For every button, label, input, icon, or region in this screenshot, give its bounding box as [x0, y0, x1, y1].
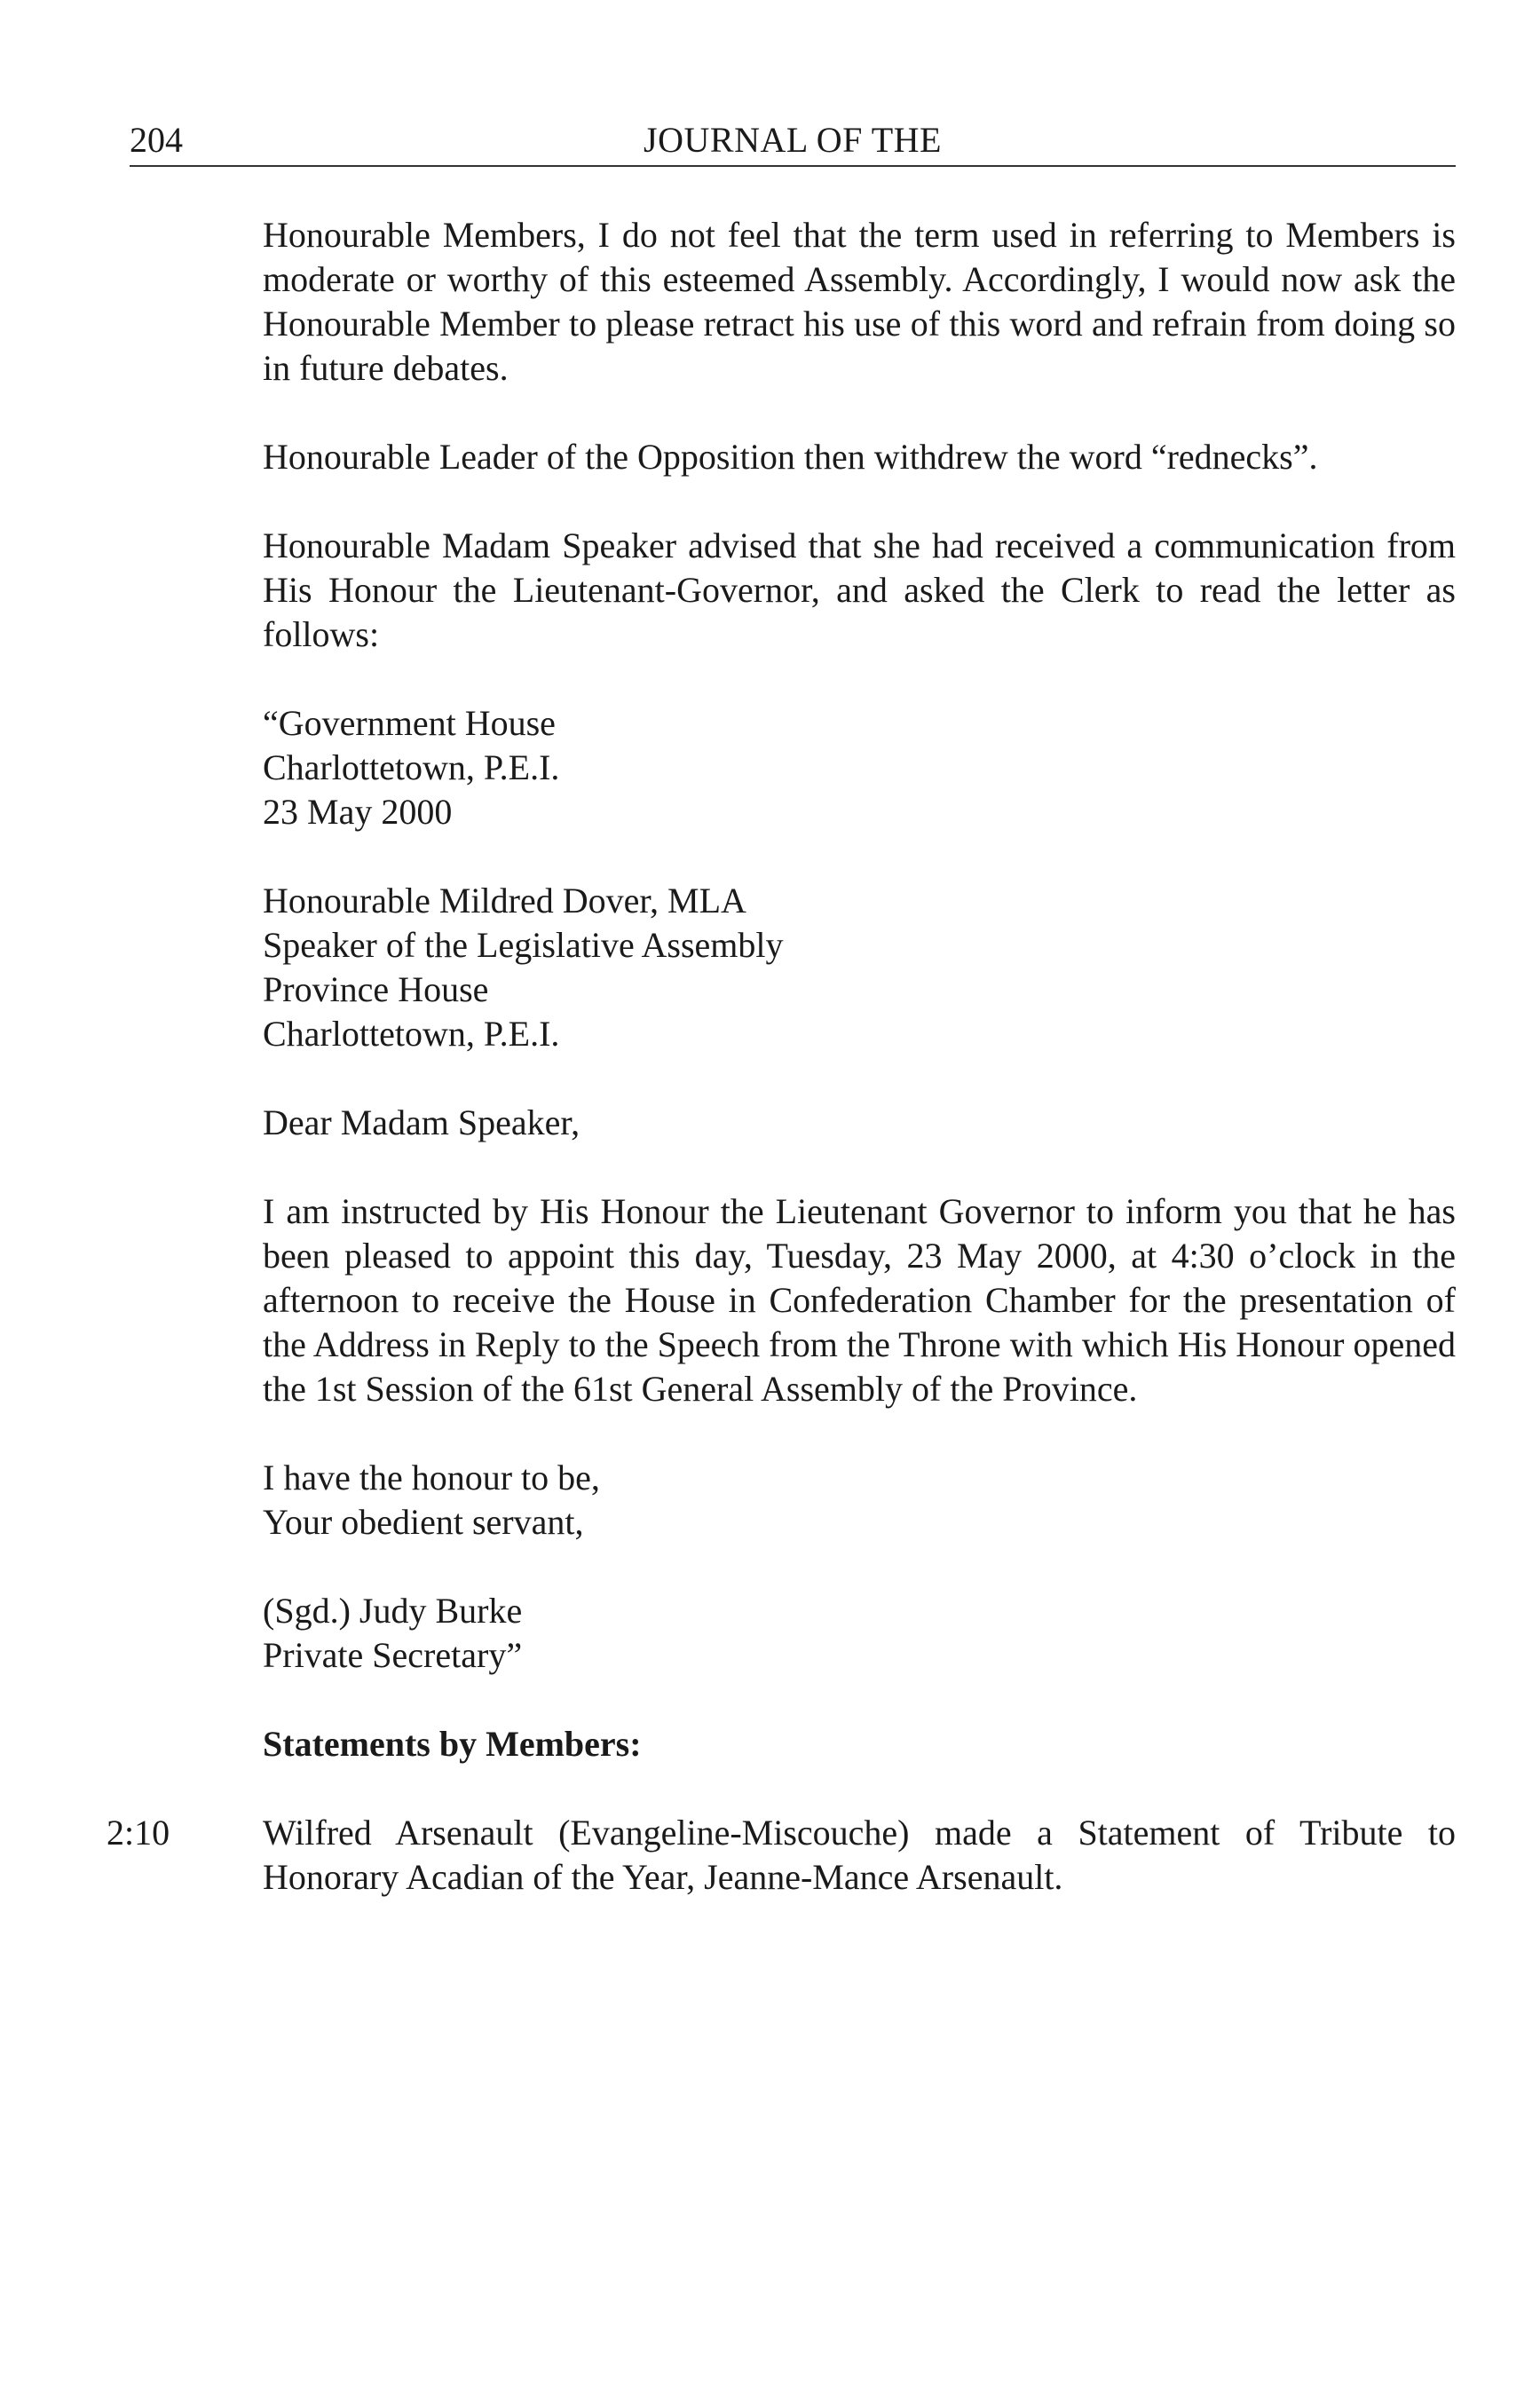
section-heading: Statements by Members: [263, 1724, 642, 1764]
closing-line: I have the honour to be, [263, 1458, 600, 1497]
closing-line: Your obedient servant, [263, 1502, 584, 1542]
letter-closing [263, 1456, 1456, 1545]
running-title: JOURNAL OF THE [644, 120, 942, 160]
withdrawal-paragraph: Honourable Leader of the Opposition then withdrew the word “rednecks”. [263, 437, 1318, 477]
signatory-name: (Sgd.) Judy Burke [263, 1591, 523, 1631]
recipient-address-line: Speaker of the Legislative Assembly [263, 925, 784, 965]
recipient-address-line: Honourable Mildred Dover, MLA [263, 881, 746, 920]
recipient-address [263, 879, 1456, 1056]
recipient-address-line: Charlottetown, P.E.I. [263, 1014, 560, 1054]
running-header [130, 119, 1456, 167]
body-column [107, 213, 1456, 1900]
letter-salutation: Dear Madam Speaker, [263, 1102, 580, 1142]
speaker-ruling-paragraph: Honourable Members, I do not feel that the term used in referring to Members is moderate or worthy of this esteemed Assembly. Accordingly, I would now ask the Honourable Member to please retract his use of this word and refrain from doing so in future debates. [263, 215, 1456, 388]
sender-address-line: Charlottetown, P.E.I. [263, 747, 560, 787]
letter-body: I am instructed by His Honour the Lieutenant Governor to inform you that he has been pleased to appoint this day, Tuesday, 23 May 2000, at 4:30 o’clock in the afternoon to receive the House in Confederation Chamber for the presentation of the Address in Reply to the Speech from the Throne with which His Honour opened the 1st Session of the 61st General Assembly of the Province. [263, 1191, 1456, 1409]
sender-address-line: “Government House [263, 703, 556, 743]
time-stamp: 2:10 [107, 1813, 170, 1853]
signatory-title: Private Secretary” [263, 1635, 523, 1675]
letter-signature [263, 1589, 1456, 1678]
recipient-address-line: Province House [263, 969, 489, 1009]
communication-paragraph: Honourable Madam Speaker advised that she had received a communication from His Honour the Lieutenant-Governor, and asked the Clerk to read the letter as follows: [263, 525, 1456, 654]
sender-address [263, 701, 1456, 834]
statement-entry [107, 1811, 1456, 1900]
statement-text: Wilfred Arsenault (Evangeline-Miscouche) made a Statement of Tribute to Honorary Acadian of the Year, Jeanne-Mance Arsenault. [263, 1813, 1456, 1897]
page-number: 204 [130, 120, 183, 160]
letter-date: 23 May 2000 [263, 792, 453, 832]
